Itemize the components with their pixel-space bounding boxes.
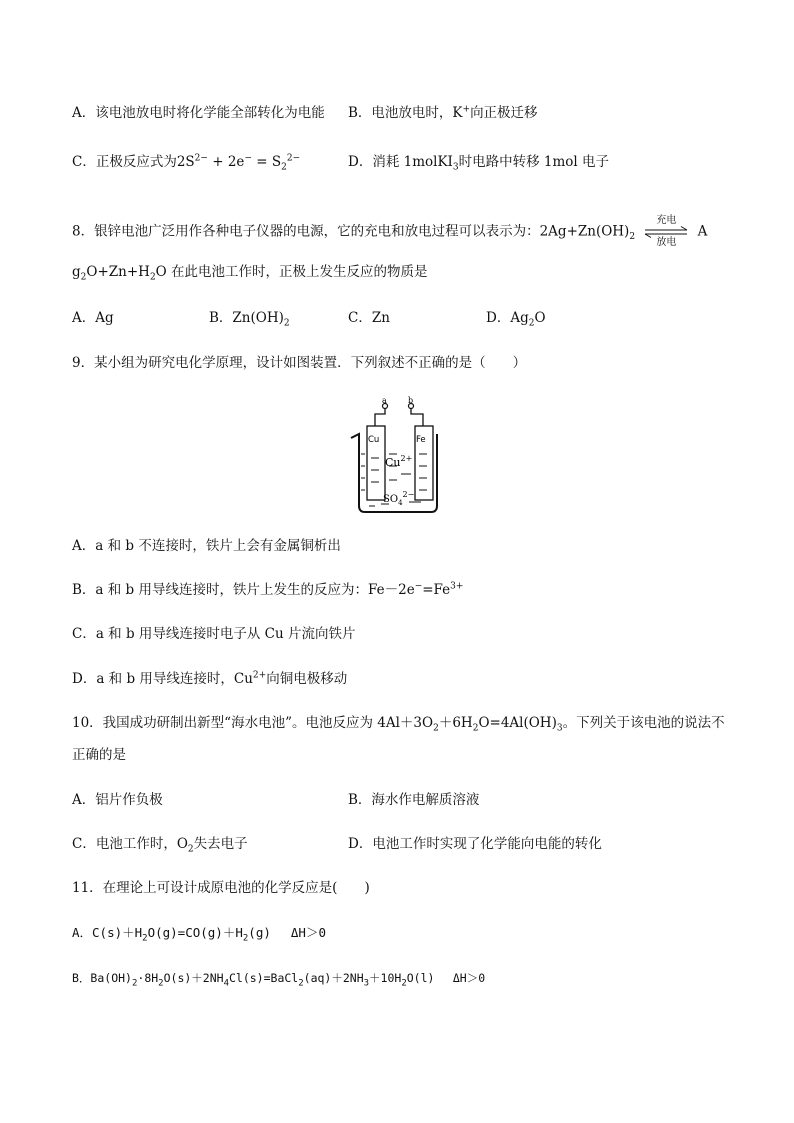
q10-option-d: D．电池工作时实现了化学能向电能的转化 bbox=[348, 836, 602, 852]
q10-stem-line2: 正确的是 bbox=[72, 747, 126, 763]
q10-option-b: B．海水作电解质溶液 bbox=[348, 792, 480, 808]
q9-stem: 9．某小组为研究电化学原理，设计如图装置．下列叙述不正确的是（ ） bbox=[72, 355, 527, 371]
electrochemical-cell-figure bbox=[345, 394, 445, 518]
q9-option-c: C．a 和 b 用导线连接时电子从 Cu 片流向铁片 bbox=[72, 626, 356, 642]
q11-option-a: A．$C(s)+H_2O(g)=CO(g)+H_2(g)$ ΔH＞0 bbox=[72, 925, 326, 944]
q8-option-d: D．$Ag_2O$ bbox=[486, 310, 546, 329]
q10-option-c: C．电池工作时，$O_2$失去电子 bbox=[72, 836, 248, 855]
wire-a bbox=[375, 409, 385, 427]
label-b: b bbox=[408, 396, 414, 405]
q10-stem: 10．我国成功研制出新型“海水电池”。电池反应为 $4Al+3O_2+6H_2O=4Al(OH)_3$。下列关于该电池的说法不 bbox=[72, 715, 725, 734]
q11-stem: 11．在理论上可设计成原电池的化学反应是( ) bbox=[72, 880, 370, 896]
q8-stem: 8．银锌电池广泛用作各种电子仪器的电源，它的充电和放电过程可以表示为：$2Ag+Zn(OH)_2$ 充电 放电 A bbox=[72, 215, 708, 248]
q8-option-b: B．$Zn(OH)_2$ bbox=[209, 310, 290, 329]
label-sulfate-ion: $SO_4^{2-}$ bbox=[383, 490, 415, 507]
q10-option-a: A．铝片作负极 bbox=[72, 792, 163, 808]
q8-option-a: A．Ag bbox=[72, 310, 114, 326]
q9-option-a: A．a 和 b 不连接时，铁片上会有金属铜析出 bbox=[72, 538, 341, 554]
q9-option-b: B．a 和 b 用导线连接时，铁片上发生的反应为：$Fe-2e^-=Fe^{3+}$ bbox=[72, 581, 464, 598]
q7-option-b: B．电池放电时，K+向正极迁移 bbox=[348, 104, 538, 121]
label-a: a bbox=[382, 396, 387, 405]
label-cu-ion: $Cu^{2+}$ bbox=[385, 454, 413, 469]
q11-option-b: B．$Ba(OH)_2\cdot 8H_2O(s)+2NH_4Cl(s)=BaCl_2(aq)+2NH_3+10H_2O(l)$ ΔH＞0 bbox=[72, 971, 486, 989]
q7-option-d: D．消耗 1molKI$_3$时电路中转移 1mol 电子 bbox=[348, 154, 610, 173]
q8-stem-line2: $g_2O+Zn+H_2O$ 在此电池工作时，正极上发生反应的物质是 bbox=[72, 264, 428, 283]
wire-b bbox=[411, 409, 423, 427]
label-cu: Cu bbox=[368, 435, 380, 445]
q7-option-c: C．正极反应式为$2S^{2-} + 2e^- = S_2^{2-}$ bbox=[72, 153, 301, 173]
q7-option-a: A．该电池放电时将化学能全部转化为电能 bbox=[72, 105, 325, 121]
q8-option-c: C．Zn bbox=[348, 310, 390, 326]
label-fe: Fe bbox=[416, 435, 426, 445]
reversible-arrow: 充电 放电 bbox=[643, 215, 689, 249]
q9-option-d: D．a 和 b 用导线连接时，$Cu^{2+}$向铜电极移动 bbox=[72, 670, 348, 687]
